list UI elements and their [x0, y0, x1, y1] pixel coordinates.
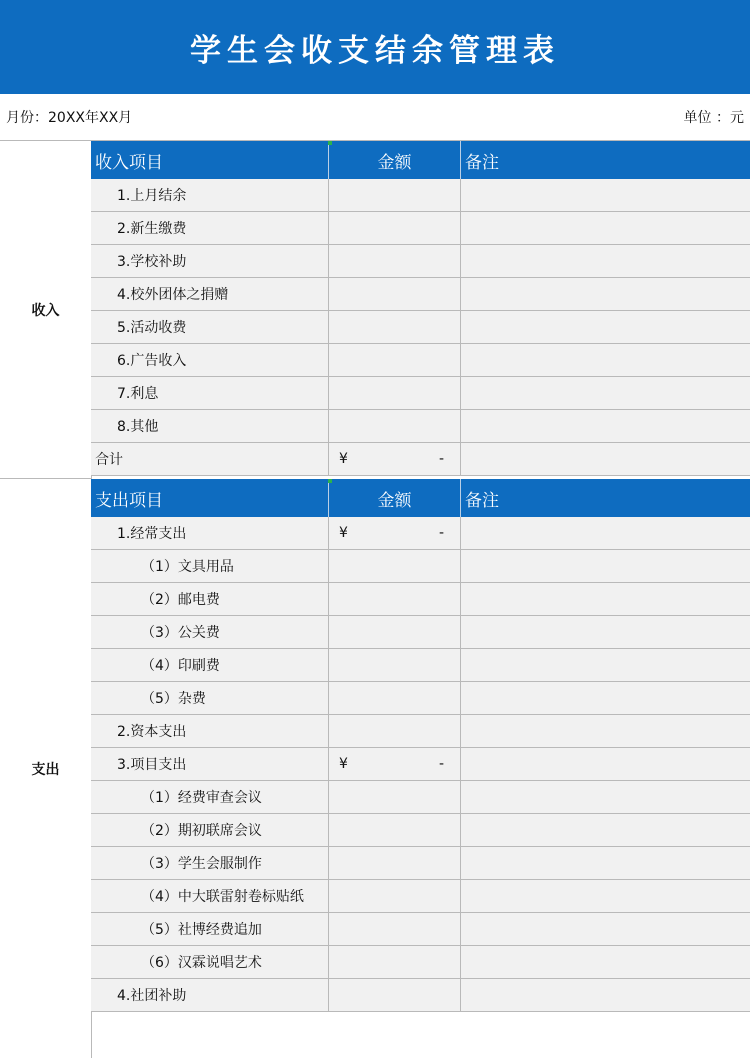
note-cell[interactable] — [461, 715, 750, 747]
amount-cell[interactable] — [329, 847, 461, 879]
amount-cell[interactable] — [329, 781, 461, 813]
cell-marker-icon — [328, 479, 332, 483]
amount-cell[interactable] — [329, 913, 461, 945]
expense-amount-header: 金额 — [329, 479, 461, 517]
amount-cell[interactable] — [329, 443, 461, 475]
income-row — [91, 278, 750, 311]
note-cell[interactable] — [461, 748, 750, 780]
item-cell[interactable]: 2.新生缴费 — [91, 212, 329, 244]
expense-row — [91, 649, 750, 682]
amount-value: - — [438, 525, 444, 541]
note-cell[interactable] — [461, 814, 750, 846]
amount-cell[interactable] — [329, 814, 461, 846]
amount-cell[interactable] — [329, 748, 461, 780]
note-cell[interactable] — [461, 377, 750, 409]
note-cell[interactable] — [461, 649, 750, 681]
item-cell[interactable]: 8.其他 — [91, 410, 329, 442]
page-title: 学生会收支结余管理表 — [0, 0, 750, 94]
note-cell[interactable] — [461, 550, 750, 582]
item-cell[interactable]: 4.社团补助 — [91, 979, 329, 1011]
amount-cell[interactable] — [329, 715, 461, 747]
note-cell[interactable] — [461, 212, 750, 244]
expense-row — [91, 913, 750, 946]
note-cell[interactable] — [461, 979, 750, 1011]
note-cell[interactable] — [461, 946, 750, 978]
item-cell[interactable]: （1）经费审查会议 — [91, 781, 329, 813]
amount-cell[interactable] — [329, 583, 461, 615]
unit-label: 单位 ：元 — [683, 110, 744, 126]
note-cell[interactable] — [461, 179, 750, 211]
note-cell[interactable] — [461, 344, 750, 376]
expense-row — [91, 682, 750, 715]
income-section-label: 收入 — [0, 141, 92, 479]
income-row — [91, 344, 750, 377]
amount-cell[interactable] — [329, 946, 461, 978]
item-cell[interactable]: 3.项目支出 — [91, 748, 329, 780]
amount-cell[interactable] — [329, 517, 461, 549]
item-cell[interactable]: （6）汉霖说唱艺术 — [91, 946, 329, 978]
note-cell[interactable] — [461, 245, 750, 277]
item-cell[interactable]: （5）社博经费追加 — [91, 913, 329, 945]
amount-cell[interactable] — [329, 550, 461, 582]
item-cell[interactable]: 4.校外团体之捐赠 — [91, 278, 329, 310]
income-row — [91, 245, 750, 278]
item-cell[interactable]: 合计 — [91, 443, 329, 475]
amount-cell[interactable] — [329, 377, 461, 409]
item-cell[interactable]: （2）邮电费 — [91, 583, 329, 615]
expense-note-header: 备注 — [461, 479, 750, 517]
income-row — [91, 410, 750, 443]
item-cell[interactable]: （2）期初联席会议 — [91, 814, 329, 846]
expense-row — [91, 748, 750, 781]
income-table — [91, 141, 750, 476]
amount-cell[interactable] — [329, 649, 461, 681]
note-cell[interactable] — [461, 913, 750, 945]
expense-row — [91, 880, 750, 913]
item-cell[interactable]: 6.广告收入 — [91, 344, 329, 376]
currency-symbol: ¥ — [339, 756, 348, 772]
expense-row — [91, 847, 750, 880]
item-cell[interactable]: （4）印刷费 — [91, 649, 329, 681]
note-cell[interactable] — [461, 616, 750, 648]
item-cell[interactable]: 2.资本支出 — [91, 715, 329, 747]
expense-section-label: 支出 — [0, 479, 92, 1058]
item-cell[interactable]: （3）公关费 — [91, 616, 329, 648]
expense-row — [91, 583, 750, 616]
item-cell[interactable]: 5.活动收费 — [91, 311, 329, 343]
note-cell[interactable] — [461, 847, 750, 879]
note-cell[interactable] — [461, 583, 750, 615]
amount-cell[interactable] — [329, 880, 461, 912]
note-cell[interactable] — [461, 682, 750, 714]
item-cell[interactable]: 1.上月结余 — [91, 179, 329, 211]
expense-row — [91, 517, 750, 550]
expense-header-row — [91, 479, 750, 517]
currency-symbol: ¥ — [339, 525, 348, 541]
note-cell[interactable] — [461, 278, 750, 310]
expense-item-header: 支出项目 — [91, 479, 329, 517]
expense-row — [91, 814, 750, 847]
income-row — [91, 377, 750, 410]
income-amount-header: 金额 — [329, 141, 461, 179]
amount-cell[interactable] — [329, 979, 461, 1011]
amount-cell[interactable] — [329, 278, 461, 310]
amount-cell[interactable] — [329, 179, 461, 211]
item-cell[interactable]: （1）文具用品 — [91, 550, 329, 582]
income-item-header: 收入项目 — [91, 141, 329, 179]
income-header-row — [91, 141, 750, 179]
item-cell[interactable]: 3.学校补助 — [91, 245, 329, 277]
expense-row — [91, 979, 750, 1012]
expense-row — [91, 550, 750, 583]
note-cell[interactable] — [461, 443, 750, 475]
item-cell[interactable]: （4）中大联雷射卷标贴纸 — [91, 880, 329, 912]
note-cell[interactable] — [461, 781, 750, 813]
amount-value: - — [438, 756, 444, 772]
amount-cell[interactable] — [329, 344, 461, 376]
note-cell[interactable] — [461, 410, 750, 442]
item-cell[interactable]: 7.利息 — [91, 377, 329, 409]
expense-row — [91, 616, 750, 649]
expense-row — [91, 715, 750, 748]
amount-cell[interactable] — [329, 682, 461, 714]
item-cell[interactable]: （3）学生会服制作 — [91, 847, 329, 879]
amount-cell[interactable] — [329, 410, 461, 442]
item-cell[interactable]: 1.经常支出 — [91, 517, 329, 549]
income-note-header: 备注 — [461, 141, 750, 179]
note-cell[interactable] — [461, 880, 750, 912]
income-row — [91, 212, 750, 245]
month-label: 月份：20XX年XX月 — [6, 110, 133, 126]
note-cell[interactable] — [461, 517, 750, 549]
expense-row — [91, 946, 750, 979]
amount-cell[interactable] — [329, 311, 461, 343]
amount-cell[interactable] — [329, 245, 461, 277]
income-row — [91, 179, 750, 212]
expense-table — [91, 479, 750, 1012]
item-cell[interactable]: （5）杂费 — [91, 682, 329, 714]
amount-cell[interactable] — [329, 212, 461, 244]
income-row — [91, 311, 750, 344]
income-total-row — [91, 443, 750, 476]
cell-marker-icon — [328, 141, 332, 145]
meta-row — [0, 94, 750, 141]
amount-cell[interactable] — [329, 616, 461, 648]
note-cell[interactable] — [461, 311, 750, 343]
amount-value: - — [438, 451, 444, 467]
currency-symbol: ¥ — [339, 451, 348, 467]
expense-row — [91, 781, 750, 814]
